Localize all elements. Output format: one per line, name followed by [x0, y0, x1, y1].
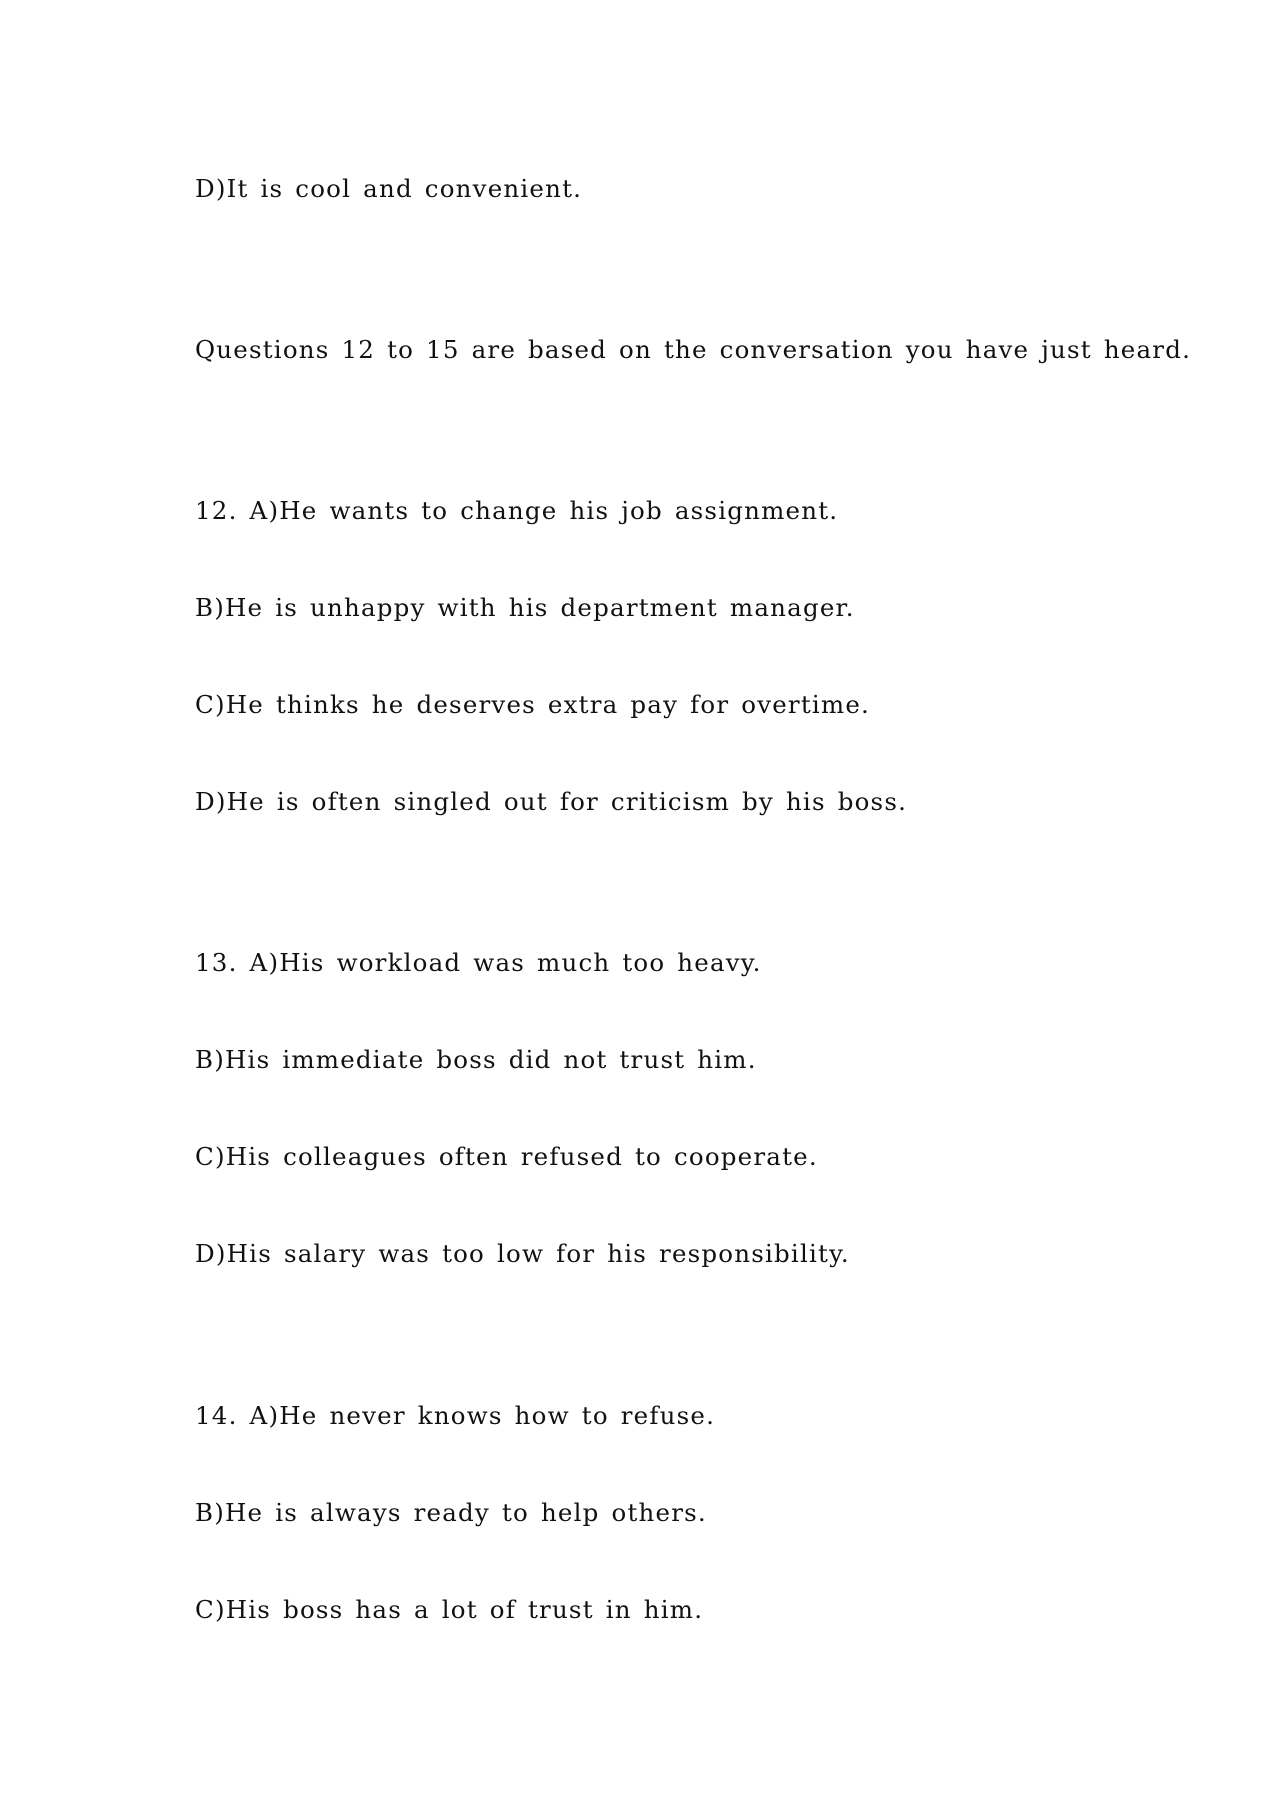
- question-14-option-c: C)His boss has a lot of trust in him.: [195, 1595, 704, 1624]
- question-12-option-d: D)He is often singled out for criticism by his boss.: [195, 787, 908, 816]
- question-13-option-c: C)His colleagues often refused to cooperate.: [195, 1142, 818, 1171]
- question-14-option-b: B)He is always ready to help others.: [195, 1498, 707, 1527]
- question-14-option-a: 14. A)He never knows how to refuse.: [195, 1401, 716, 1430]
- question-12-option-a: 12. A)He wants to change his job assignment.: [195, 496, 839, 525]
- section-instruction: Questions 12 to 15 are based on the conversation you have just heard.: [195, 335, 1192, 364]
- question-12-option-b: B)He is unhappy with his department manager.: [195, 593, 855, 622]
- question-13-option-d: D)His salary was too low for his responsibility.: [195, 1239, 850, 1268]
- question-13-option-b: B)His immediate boss did not trust him.: [195, 1045, 757, 1074]
- question-11-option-d: D)It is cool and convenient.: [195, 174, 583, 203]
- question-12-option-c: C)He thinks he deserves extra pay for overtime.: [195, 690, 871, 719]
- question-13-option-a: 13. A)His workload was much too heavy.: [195, 948, 762, 977]
